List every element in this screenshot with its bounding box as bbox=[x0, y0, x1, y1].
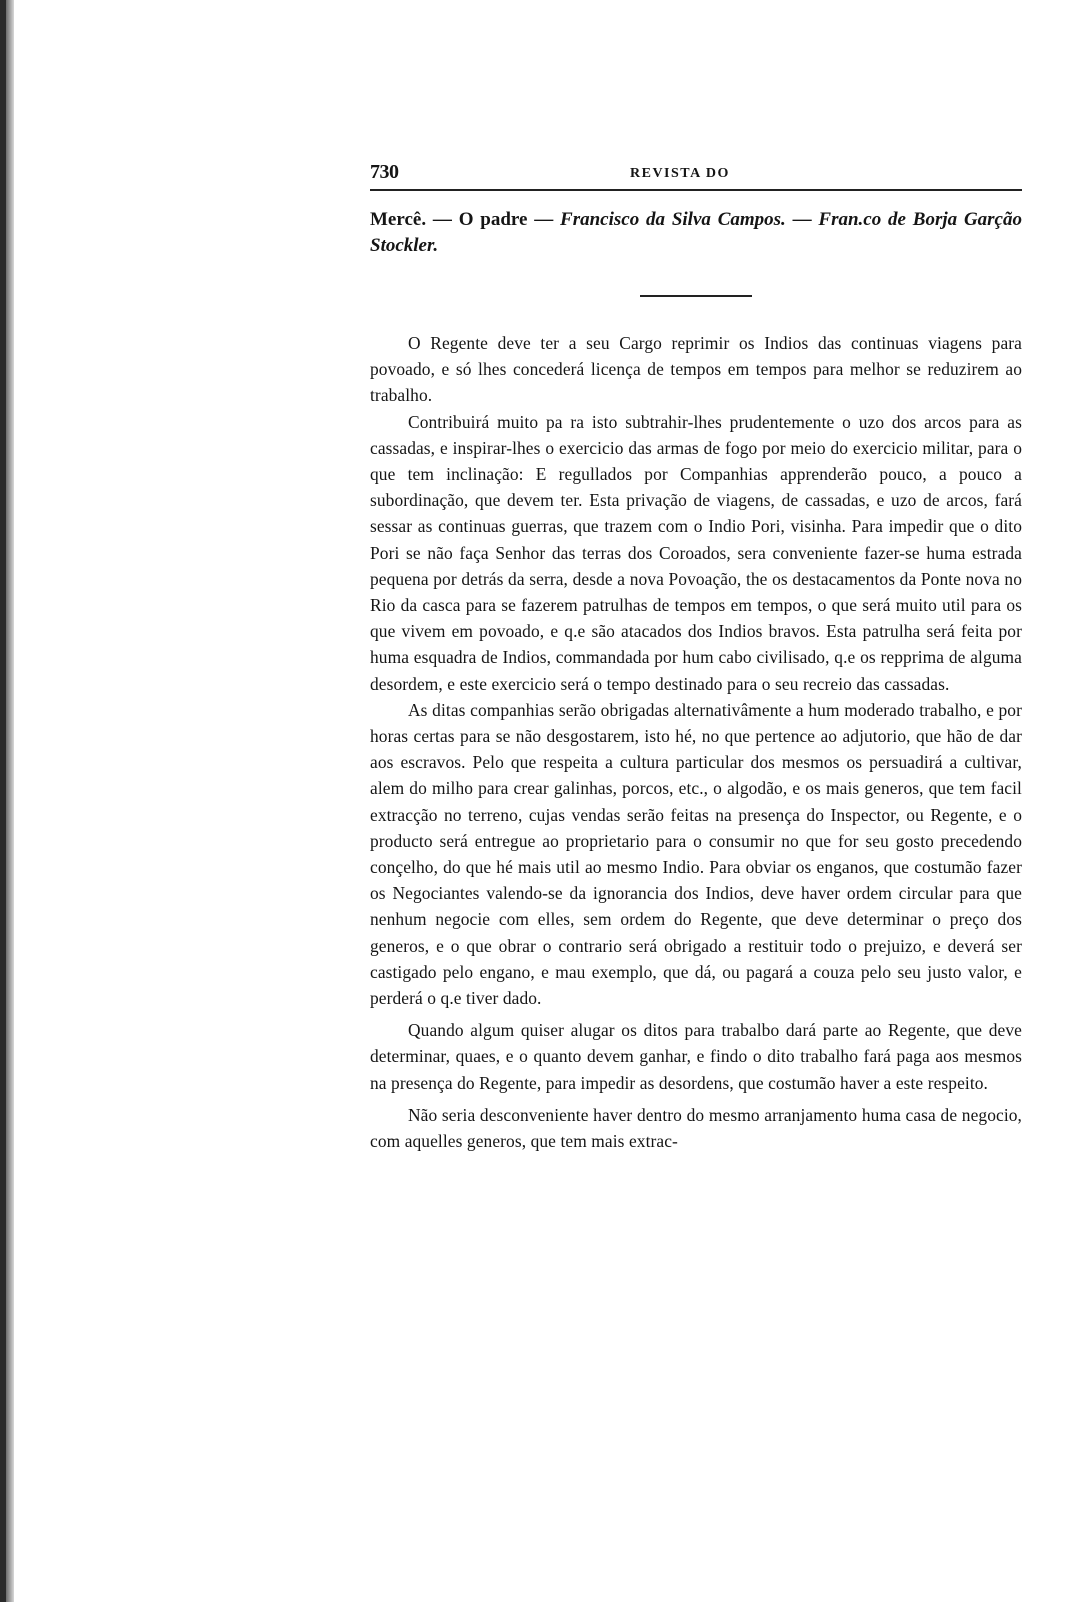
paragraph: As ditas companhias serão obrigadas alternativâmente a hum moderado trabalho, e por horas certas para se não desgostarem, isto hé, no que pertence ao adjutorio, que hão de dar aos escravos. Pelo que respeita a cultura particular dos mesmos os persuadirá a cultivar, alem do milho para crear galinhas, porcos, etc., o algodão, e os mais generos, que tem facil extracção no terreno, cujas vendas serão feitas na presença do Inspector, ou Regente, e o producto será entregue ao proprietario para o consumir no que for seu gosto precedendo conçelho, do que hé mais util ao mesmo Indio. Para obviar os enganos, que costumão fazer os Negociantes valendo-se da ignorancia dos Indios, deve haver ordem circular para que nenhum negocie com elles, sem ordem do Regente, que deve determinar o preço dos generos, e o que obrar o contrario será obrigado a restituir todo o prejuizo, e deverá ser castigado pelo engano, e mau exemplo, que dá, ou pagará a couza pelo seu justo valor, e perderá o q.e tiver dado. bbox=[370, 699, 1022, 1009]
signature-line bbox=[370, 207, 1022, 259]
signature-dash: — bbox=[785, 209, 819, 230]
paragraph: Não seria desconveniente haver dentro do mesmo arranjamento huma casa de negocio, com aquelles generos, que tem mais extrac- bbox=[370, 1104, 1022, 1152]
journal-title: REVISTA DO bbox=[630, 166, 730, 181]
section-divider bbox=[640, 295, 752, 297]
body-text bbox=[370, 330, 1022, 1154]
signatory-campos: Francisco da Silva Campos. bbox=[560, 209, 786, 230]
paragraph: Quando algum quiser alugar os ditos para trabalbo dará parte ao Regente, que deve determinar, quaes, e o quanto devem ganhar, e findo o dito trabalho fará paga aos mesmos na presença do Regente, para impedir as desordens, que costumão haver a este respeito. bbox=[370, 1020, 1022, 1093]
signatory-stockler: Fran.co de Borja Garção Stockler. bbox=[370, 209, 1022, 256]
running-head bbox=[370, 155, 1022, 191]
signature-lead: Mercê. — O padre — bbox=[370, 209, 561, 230]
paragraph: Contribuirá muito pa ra isto subtrahir-lhes prudentemente o uzo dos arcos para as cassadas, e inspirar-lhes o exercicio das armas de fogo por meio do exercicio militar, para o que tem inclinação: E regullados por Companhias apprenderão pouco, a pouco a subordinação, que devem ter. Esta privação de viagens, de cassadas, e uzo de arcos, fará sessar as continuas guerras, que trazem com o Indio Pori, visinha. Para impedir que o dito Pori se não faça Senhor das terras dos Coroados, sera conveniente fazer-se huma estrada pequena por detrás da serra, desde a nova Povoação, the os destacamentos da Ponte nova no Rio da casca para se fazerem patrulhas de tempos em tempos, o que será muito util para os que vivem em povoado, e q.e são atacados dos Indios bravos. Esta patrulha será feita por huma esquadra de Indios, commandada por hum cabo civilisado, q.e os repprima de alguma desordem, e este exercicio será o tempo destinado para o seu recreio das cassadas. bbox=[370, 411, 1022, 694]
paragraph: O Regente deve ter a seu Cargo reprimir os Indios das continuas viagens para povoado, e só lhes concederá licença de tempos em tempos para melhor se reduzirem ao trabalho. bbox=[370, 333, 1022, 406]
document-page bbox=[370, 155, 1022, 1154]
page-number: 730 bbox=[370, 161, 399, 183]
scan-binding-shadow bbox=[0, 0, 6, 1602]
